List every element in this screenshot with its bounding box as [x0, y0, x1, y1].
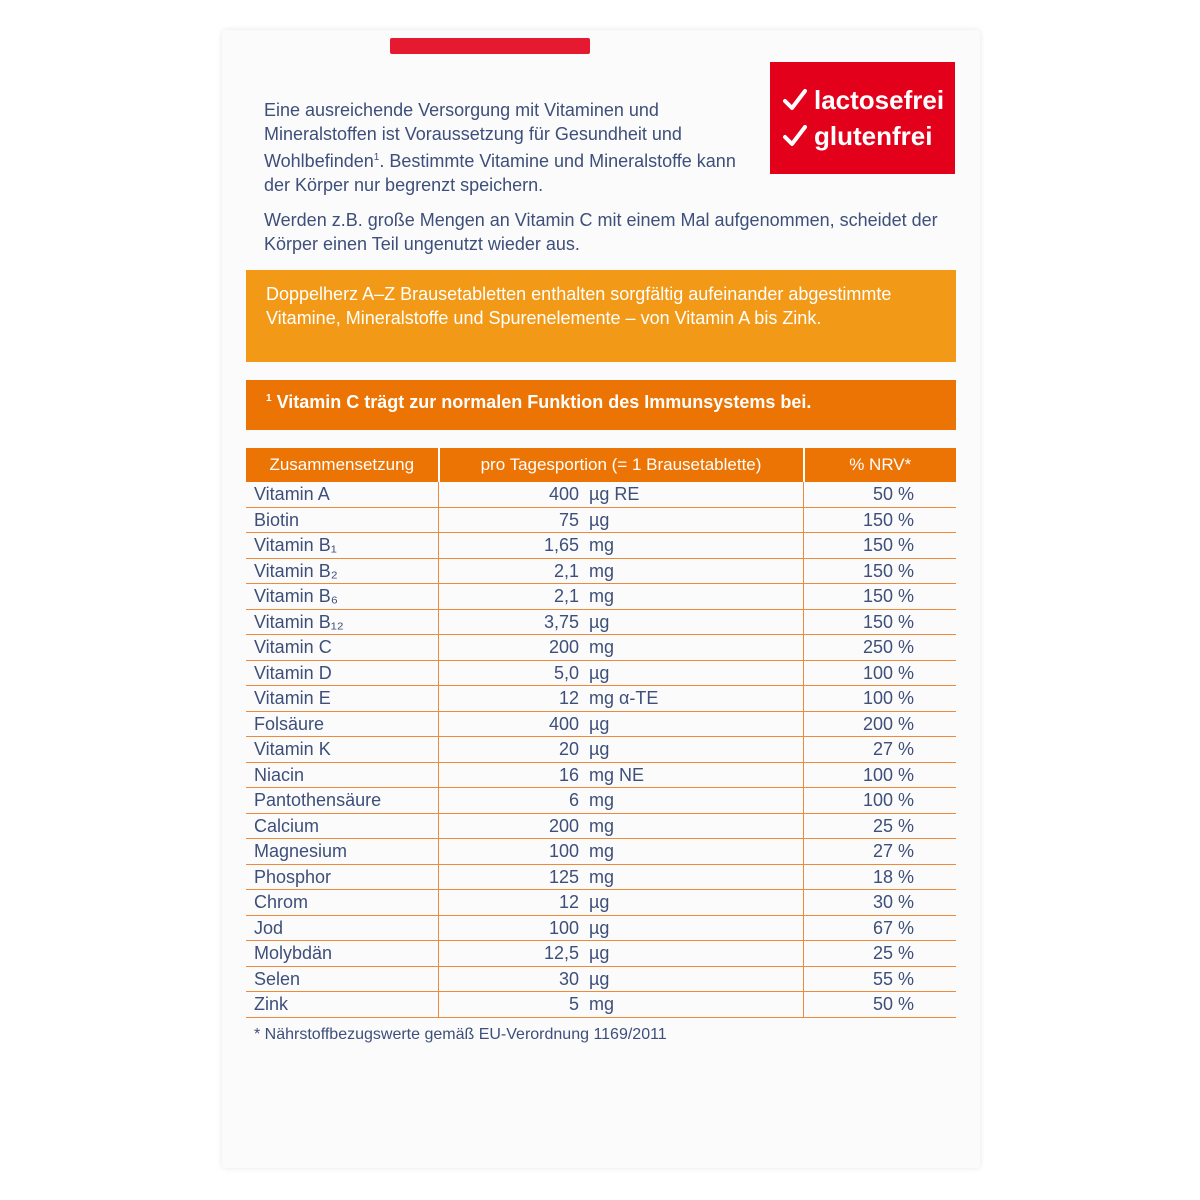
nutrient-amount-cell [439, 915, 804, 941]
nutrient-unit: mg [589, 994, 615, 1015]
claim-footnote-ref: 1 [266, 393, 272, 404]
nutrient-unit: µg [589, 713, 610, 734]
nutrient-nrv: 150 % [804, 507, 957, 533]
nutrient-unit: mg [589, 637, 615, 658]
footnote: * Nährstoffbezugswerte gemäß EU-Verordnung 1169/2011 [254, 1026, 667, 1043]
nutrient-nrv: 250 % [804, 635, 957, 661]
table-row [246, 533, 956, 559]
table-row [246, 941, 956, 967]
nutrient-amount-cell [439, 813, 804, 839]
nutrient-amount-cell [439, 762, 804, 788]
intro-paragraph [264, 98, 754, 197]
intro-text: Eine ausreichende Versorgung mit Vitaminen und Mineralstoffen ist Voraussetzung für Gesundheit und Wohlbefinden [264, 100, 682, 171]
table-row [246, 737, 956, 763]
nutrient-name: Pantothensäure [246, 788, 439, 814]
nutrient-name: Niacin [246, 762, 439, 788]
nutrient-amount: 200 [548, 637, 579, 658]
nutrient-amount: 400 [548, 713, 579, 734]
nutrient-nrv: 200 % [804, 711, 957, 737]
table-row [246, 660, 956, 686]
top-red-band [390, 38, 590, 54]
nutrient-amount: 75 [558, 509, 579, 530]
intro-paragraph-2: Werden z.B. große Mengen an Vitamin C mit einem Mal aufgenommen, scheidet der Körper einen Teil ungenutzt wieder aus. [264, 210, 938, 254]
nutrient-amount-cell [439, 635, 804, 661]
nutrient-unit: mg NE [589, 764, 645, 785]
nutrient-name: Selen [246, 966, 439, 992]
nutrient-nrv: 25 % [804, 813, 957, 839]
nutrient-amount-cell [439, 660, 804, 686]
nutrient-name: Biotin [246, 507, 439, 533]
nutrient-amount-cell [439, 864, 804, 890]
table-row [246, 482, 956, 507]
nutrient-amount-cell [439, 737, 804, 763]
claim-text: Vitamin C trägt zur normalen Funktion des Immunsystems bei. [276, 392, 812, 412]
nutrient-unit: mg [589, 790, 615, 811]
table-row [246, 890, 956, 916]
nutrient-unit: µg [589, 509, 610, 530]
nutrient-amount: 12 [558, 892, 579, 913]
nutrient-name: Vitamin E [246, 686, 439, 712]
nutrient-unit: µg [589, 943, 610, 964]
nutrient-nrv: 150 % [804, 533, 957, 559]
nutrient-amount-cell [439, 839, 804, 865]
nutrient-amount-cell [439, 558, 804, 584]
check-icon [782, 88, 808, 112]
nutrient-nrv: 50 % [804, 482, 957, 507]
nutrient-amount: 5,0 [553, 662, 579, 683]
nutrient-unit: µg RE [589, 484, 640, 505]
nutrient-amount: 200 [548, 815, 579, 836]
nutrient-nrv: 30 % [804, 890, 957, 916]
nutrient-nrv: 100 % [804, 762, 957, 788]
nutrient-name: Jod [246, 915, 439, 941]
nutrient-unit: mg [589, 866, 615, 887]
nutrient-name: Vitamin B₁₂ [246, 609, 439, 635]
nutrient-amount-cell [439, 533, 804, 559]
table-row [246, 788, 956, 814]
nutrient-unit: mg [589, 560, 615, 581]
nutrient-name: Vitamin K [246, 737, 439, 763]
nutrient-nrv: 150 % [804, 558, 957, 584]
composition-table [246, 448, 956, 1018]
check-icon [782, 124, 808, 148]
nutrient-unit: mg α-TE [589, 688, 659, 709]
nutrient-unit: µg [589, 611, 610, 632]
nutrient-name: Vitamin A [246, 482, 439, 507]
table-row [246, 992, 956, 1018]
nutrient-nrv: 67 % [804, 915, 957, 941]
nutrient-amount: 12 [558, 688, 579, 709]
table-row [246, 507, 956, 533]
nutrient-unit: µg [589, 968, 610, 989]
nutrient-name: Zink [246, 992, 439, 1018]
nutrient-nrv: 25 % [804, 941, 957, 967]
nutrient-unit: µg [589, 892, 610, 913]
nutrient-amount: 2,1 [553, 560, 579, 581]
nutrient-unit: mg [589, 815, 615, 836]
nutrient-unit: mg [589, 535, 615, 556]
nutrient-amount-cell [439, 507, 804, 533]
nutrient-name: Vitamin B₆ [246, 584, 439, 610]
nutrient-amount: 5 [568, 994, 579, 1015]
nutrient-amount-cell [439, 890, 804, 916]
badge-line1: lactosefrei [814, 85, 945, 115]
nutrient-amount-cell [439, 711, 804, 737]
nutrient-unit: mg [589, 841, 615, 862]
header-composition: Zusammensetzung [246, 448, 439, 482]
table-row [246, 609, 956, 635]
table-row [246, 762, 956, 788]
header-daily-portion: pro Tagesportion (= 1 Brausetablette) [439, 448, 804, 482]
nutrient-name: Vitamin C [246, 635, 439, 661]
nutrient-amount: 6 [568, 790, 579, 811]
nutrient-name: Molybdän [246, 941, 439, 967]
claim-box [246, 380, 956, 430]
nutrient-amount: 100 [548, 917, 579, 938]
badge-glutenfrei [782, 118, 955, 154]
nutrient-nrv: 55 % [804, 966, 957, 992]
nutrient-nrv: 18 % [804, 864, 957, 890]
nutrient-amount-cell [439, 941, 804, 967]
nutrient-amount-cell [439, 992, 804, 1018]
table-row [246, 558, 956, 584]
nutrient-amount: 30 [558, 968, 579, 989]
nutrient-amount-cell [439, 584, 804, 610]
table-row [246, 584, 956, 610]
header-nrv: % NRV* [804, 448, 957, 482]
table-row [246, 966, 956, 992]
nutrient-unit: µg [589, 662, 610, 683]
nutrient-unit: µg [589, 739, 610, 760]
nutrient-unit: µg [589, 917, 610, 938]
nutrient-name: Vitamin B₁ [246, 533, 439, 559]
intro-text-rest: . Bestimmte Vitamine und Mineralstoffe kann der Körper nur begrenzt speichern. [264, 151, 736, 195]
nutrient-unit: mg [589, 586, 615, 607]
nutrient-amount-cell [439, 482, 804, 507]
nutrient-amount: 2,1 [553, 586, 579, 607]
nutrient-amount: 3,75 [543, 611, 579, 632]
table-row [246, 864, 956, 890]
nutrient-nrv: 27 % [804, 737, 957, 763]
table-row [246, 839, 956, 865]
table-row [246, 686, 956, 712]
nutrient-nrv: 50 % [804, 992, 957, 1018]
intro-footnote-ref: 1 [373, 152, 380, 163]
nutrient-amount-cell [439, 966, 804, 992]
nutrient-nrv: 100 % [804, 686, 957, 712]
package-back [222, 30, 980, 1168]
table-body [246, 482, 956, 1017]
nutrient-name: Vitamin B₂ [246, 558, 439, 584]
nutrient-amount: 400 [548, 484, 579, 505]
nutrient-nrv: 100 % [804, 788, 957, 814]
nutrient-nrv: 150 % [804, 584, 957, 610]
badge-lactosefrei [782, 82, 955, 118]
nutrient-amount: 1,65 [543, 535, 579, 556]
nutrient-amount: 100 [548, 841, 579, 862]
nutrient-amount: 125 [548, 866, 579, 887]
nutrient-amount: 20 [558, 739, 579, 760]
table-row [246, 711, 956, 737]
nutrient-amount-cell [439, 686, 804, 712]
nutrient-name: Folsäure [246, 711, 439, 737]
nutrient-nrv: 150 % [804, 609, 957, 635]
nutrient-name: Phosphor [246, 864, 439, 890]
nutrient-amount: 12,5 [543, 943, 579, 964]
nutrient-amount: 16 [558, 764, 579, 785]
nutrient-amount-cell [439, 609, 804, 635]
table-row [246, 813, 956, 839]
nutrient-name: Vitamin D [246, 660, 439, 686]
badge-line2: glutenfrei [814, 121, 933, 151]
nutrient-amount-cell [439, 788, 804, 814]
nutrient-name: Calcium [246, 813, 439, 839]
nutrient-nrv: 27 % [804, 839, 957, 865]
nutrient-name: Magnesium [246, 839, 439, 865]
table-header-row [246, 448, 956, 482]
table-row [246, 915, 956, 941]
nutrient-nrv: 100 % [804, 660, 957, 686]
highlight-box: Doppelherz A–Z Brausetabletten enthalten sorgfältig aufeinander abgestimmte Vitamine, Mineralstoffe und Spurenelemente – von Vitamin A bis Zink. [246, 270, 956, 362]
nutrient-name: Chrom [246, 890, 439, 916]
table-row [246, 635, 956, 661]
free-from-badge [770, 62, 955, 174]
